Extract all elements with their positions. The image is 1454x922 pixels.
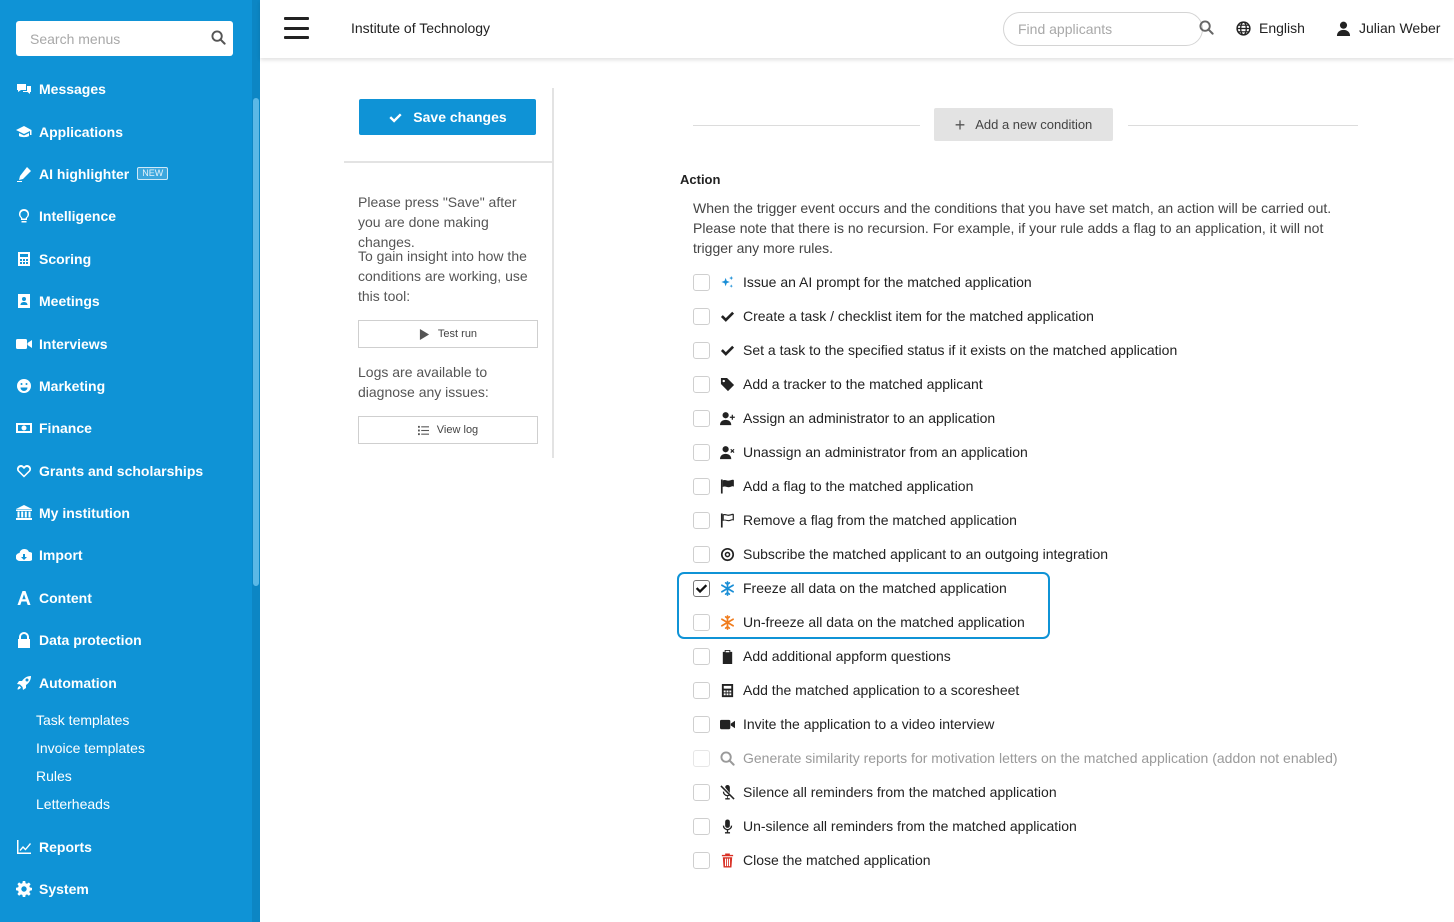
user-name: Julian Weber bbox=[1359, 20, 1441, 36]
checkbox[interactable] bbox=[693, 716, 710, 733]
new-badge: NEW bbox=[137, 167, 168, 180]
subnav-item-invoice-templates[interactable]: Invoice templates bbox=[36, 739, 145, 756]
action-option-label: Unassign an administrator from an application bbox=[743, 444, 1028, 460]
action-option[interactable] bbox=[693, 537, 1373, 571]
sidebar-item-label: Intelligence bbox=[39, 208, 117, 225]
sidebar-item-scoring[interactable] bbox=[0, 238, 252, 280]
save-changes-label: Save changes bbox=[413, 109, 507, 125]
sidebar-item-label: Meetings bbox=[39, 293, 100, 310]
action-option[interactable] bbox=[693, 265, 1373, 299]
plus-icon: + bbox=[954, 114, 966, 135]
action-option[interactable] bbox=[693, 605, 1373, 639]
sidebar-item-label: Interviews bbox=[39, 335, 108, 352]
sidebar-nav bbox=[0, 68, 252, 911]
checkbox[interactable] bbox=[693, 410, 710, 427]
user-plus-icon bbox=[719, 410, 735, 426]
flag-outline-icon bbox=[719, 512, 735, 528]
add-condition-label: Add a new condition bbox=[975, 117, 1093, 132]
action-option[interactable] bbox=[693, 503, 1373, 537]
panel-divider bbox=[344, 161, 552, 163]
action-option-label: Un-silence all reminders from the matched application bbox=[743, 818, 1077, 834]
action-option bbox=[693, 741, 1373, 775]
trash-red-icon bbox=[719, 852, 735, 868]
microphone-slash-icon bbox=[719, 784, 735, 800]
sidebar-item-label: Grants and scholarships bbox=[39, 462, 204, 479]
checkbox-checked[interactable] bbox=[693, 580, 710, 597]
sparkle-icon bbox=[719, 274, 735, 290]
menu-search-input[interactable] bbox=[30, 31, 211, 47]
sidebar-item-label: Content bbox=[39, 589, 92, 606]
cloud-download-icon bbox=[15, 547, 33, 563]
action-option-label: Create a task / checklist item for the matched application bbox=[743, 308, 1094, 324]
sidebar-item-content[interactable] bbox=[0, 577, 252, 619]
action-option[interactable] bbox=[693, 843, 1373, 877]
checkbox[interactable] bbox=[693, 274, 710, 291]
sidebar-item-applications[interactable] bbox=[0, 110, 252, 152]
sidebar-scrollbar-thumb[interactable] bbox=[253, 98, 259, 586]
user-icon bbox=[1336, 21, 1351, 36]
action-option-label: Generate similarity reports for motivation letters on the matched application (addon not enabled) bbox=[743, 750, 1338, 766]
checkbox[interactable] bbox=[693, 852, 710, 869]
find-applicants-box[interactable] bbox=[1003, 12, 1203, 46]
checkbox[interactable] bbox=[693, 682, 710, 699]
graduation-cap-icon bbox=[15, 124, 33, 140]
menu-search-box[interactable] bbox=[16, 21, 233, 56]
sidebar-item-import[interactable] bbox=[0, 534, 252, 576]
add-condition-button[interactable] bbox=[934, 108, 1113, 141]
video-camera-icon bbox=[15, 336, 33, 352]
gear-icon bbox=[15, 881, 33, 897]
sidebar-item-label: Marketing bbox=[39, 377, 106, 394]
sidebar-item-label: Reports bbox=[39, 839, 92, 856]
subnav-item-task-templates[interactable]: Task templates bbox=[36, 711, 130, 728]
tag-icon bbox=[719, 376, 735, 392]
action-option-label: Set a task to the specified status if it exists on the matched application bbox=[743, 342, 1178, 358]
action-heading: Action bbox=[680, 172, 721, 187]
action-option-label: Add a tracker to the matched applicant bbox=[743, 376, 983, 392]
chat-icon bbox=[15, 81, 33, 97]
sidebar-item-interviews[interactable] bbox=[0, 322, 252, 364]
sidebar-item-system[interactable] bbox=[0, 868, 252, 910]
video-camera-icon bbox=[719, 716, 735, 732]
user-times-icon bbox=[719, 444, 735, 460]
sidebar bbox=[0, 0, 260, 922]
test-run-label: Test run bbox=[437, 328, 478, 340]
sidebar-item-my-institution[interactable] bbox=[0, 492, 252, 534]
clipboard-icon bbox=[719, 648, 735, 664]
find-applicants-input[interactable] bbox=[1018, 21, 1199, 37]
panel-divider-vertical bbox=[552, 88, 554, 458]
sidebar-item-automation[interactable] bbox=[0, 661, 252, 703]
hamburger-menu-icon[interactable] bbox=[284, 17, 309, 39]
checkbox[interactable] bbox=[693, 784, 710, 801]
action-option-label: Un-freeze all data on the matched application bbox=[743, 614, 1025, 630]
smiley-icon bbox=[15, 378, 33, 394]
action-option[interactable] bbox=[693, 333, 1373, 367]
sidebar-item-ai-highlighter[interactable] bbox=[0, 153, 252, 195]
action-option-label: Add the matched application to a scoresheet bbox=[743, 682, 1020, 698]
sidebar-item-label: Finance bbox=[39, 420, 92, 437]
heart-icon bbox=[15, 463, 33, 479]
checkbox[interactable] bbox=[693, 818, 710, 835]
action-option-label: Issue an AI prompt for the matched application bbox=[743, 274, 1032, 290]
action-option-label: Silence all reminders from the matched application bbox=[743, 784, 1057, 800]
checkbox[interactable] bbox=[693, 512, 710, 529]
snowflake-blue-icon bbox=[719, 580, 735, 596]
institution-title: Institute of Technology bbox=[351, 20, 491, 36]
calculator-icon bbox=[15, 251, 33, 267]
sidebar-item-finance[interactable] bbox=[0, 407, 252, 449]
flag-solid-icon bbox=[719, 478, 735, 494]
language-selector[interactable] bbox=[1236, 20, 1305, 36]
sidebar-scrollbar[interactable] bbox=[252, 0, 260, 922]
sidebar-item-label: Scoring bbox=[39, 250, 92, 267]
check-icon bbox=[719, 308, 735, 324]
checkbox[interactable] bbox=[693, 376, 710, 393]
subnav-item-letterheads[interactable]: Letterheads bbox=[36, 795, 110, 812]
checkbox[interactable] bbox=[693, 444, 710, 461]
action-option[interactable] bbox=[693, 435, 1373, 469]
action-option[interactable] bbox=[693, 639, 1373, 673]
list-icon bbox=[418, 425, 429, 436]
globe-icon bbox=[1236, 21, 1251, 36]
sidebar-item-marketing[interactable] bbox=[0, 365, 252, 407]
target-icon bbox=[719, 546, 735, 562]
action-option[interactable] bbox=[693, 367, 1373, 401]
action-option-label: Invite the application to a video interview bbox=[743, 716, 995, 732]
test-run-button[interactable] bbox=[358, 320, 538, 348]
sidebar-item-label: My institution bbox=[39, 505, 130, 522]
search-icon[interactable] bbox=[211, 30, 226, 48]
action-option[interactable] bbox=[693, 775, 1373, 809]
view-log-button[interactable] bbox=[358, 416, 538, 444]
action-option[interactable] bbox=[693, 469, 1373, 503]
institution-icon bbox=[15, 505, 33, 521]
calculator-icon bbox=[719, 682, 735, 698]
sidebar-item-meetings[interactable] bbox=[0, 280, 252, 322]
action-option[interactable] bbox=[693, 571, 1373, 605]
check-icon bbox=[719, 342, 735, 358]
pen-icon bbox=[15, 166, 33, 182]
sidebar-item-label: AI highlighter bbox=[39, 165, 130, 182]
sidebar-item-label: Applications bbox=[39, 123, 124, 140]
condition-divider-right bbox=[1128, 125, 1358, 126]
action-option-label: Subscribe the matched applicant to an outgoing integration bbox=[743, 546, 1109, 562]
search-icon bbox=[719, 750, 735, 766]
top-header bbox=[260, 0, 1454, 58]
snowflake-orange-icon bbox=[719, 614, 735, 630]
view-log-label: View log bbox=[436, 424, 479, 436]
rocket-icon bbox=[15, 675, 33, 691]
action-option[interactable] bbox=[693, 707, 1373, 741]
sidebar-item-intelligence[interactable] bbox=[0, 195, 252, 237]
play-icon bbox=[419, 329, 430, 340]
checkbox[interactable] bbox=[693, 308, 710, 325]
subnav-item-rules[interactable]: Rules bbox=[36, 767, 72, 784]
save-hint: Please press "Save" after you are done making changes. bbox=[358, 194, 517, 250]
checkbox bbox=[693, 750, 710, 767]
sidebar-item-grants-and-scholarships[interactable] bbox=[0, 450, 252, 492]
font-a-icon bbox=[15, 590, 33, 606]
checkbox[interactable] bbox=[693, 546, 710, 563]
action-list bbox=[693, 265, 1373, 877]
logs-hint: Logs are available to diagnose any issues: bbox=[358, 364, 489, 400]
checkbox[interactable] bbox=[693, 342, 710, 359]
sidebar-item-messages[interactable] bbox=[0, 68, 252, 110]
condition-divider-left bbox=[693, 125, 920, 126]
action-description: When the trigger event occurs and the conditions that you have set match, an action will be carried out. Please note that there is no recursion. For example, if your rule adds a flag to an application, it will not trigger any more rules. bbox=[693, 200, 1332, 256]
sidebar-item-label: Data protection bbox=[39, 632, 142, 649]
action-option-label: Assign an administrator to an application bbox=[743, 410, 996, 426]
user-menu[interactable] bbox=[1336, 20, 1440, 36]
action-option-label: Add additional appform questions bbox=[743, 648, 951, 664]
save-changes-button[interactable] bbox=[359, 99, 536, 135]
sidebar-item-reports[interactable] bbox=[0, 826, 252, 868]
sidebar-item-label: Automation bbox=[39, 674, 117, 691]
language-label: English bbox=[1259, 20, 1305, 36]
sidebar-item-label: Import bbox=[39, 547, 83, 564]
action-option-label: Add a flag to the matched application bbox=[743, 478, 974, 494]
action-option-label: Freeze all data on the matched application bbox=[743, 580, 1007, 596]
contact-card-icon bbox=[15, 293, 33, 309]
action-option-label: Close the matched application bbox=[743, 852, 931, 868]
search-icon[interactable] bbox=[1199, 20, 1214, 38]
lock-icon bbox=[15, 632, 33, 648]
sidebar-item-data-protection[interactable] bbox=[0, 619, 252, 661]
action-option-label: Remove a flag from the matched application bbox=[743, 512, 1017, 528]
checkbox[interactable] bbox=[693, 478, 710, 495]
sidebar-item-label: System bbox=[39, 881, 89, 898]
automation-subnav bbox=[0, 704, 252, 826]
action-option[interactable] bbox=[693, 673, 1373, 707]
action-option[interactable] bbox=[693, 299, 1373, 333]
microphone-icon bbox=[719, 818, 735, 834]
action-option[interactable] bbox=[693, 809, 1373, 843]
line-chart-icon bbox=[15, 839, 33, 855]
action-option[interactable] bbox=[693, 401, 1373, 435]
checkbox[interactable] bbox=[693, 648, 710, 665]
check-icon bbox=[388, 110, 403, 125]
insight-hint: To gain insight into how the conditions are working, use this tool: bbox=[358, 248, 528, 304]
lightbulb-icon bbox=[15, 208, 33, 224]
checkbox[interactable] bbox=[693, 614, 710, 631]
money-bill-icon bbox=[15, 420, 33, 436]
sidebar-item-label: Messages bbox=[39, 81, 106, 98]
